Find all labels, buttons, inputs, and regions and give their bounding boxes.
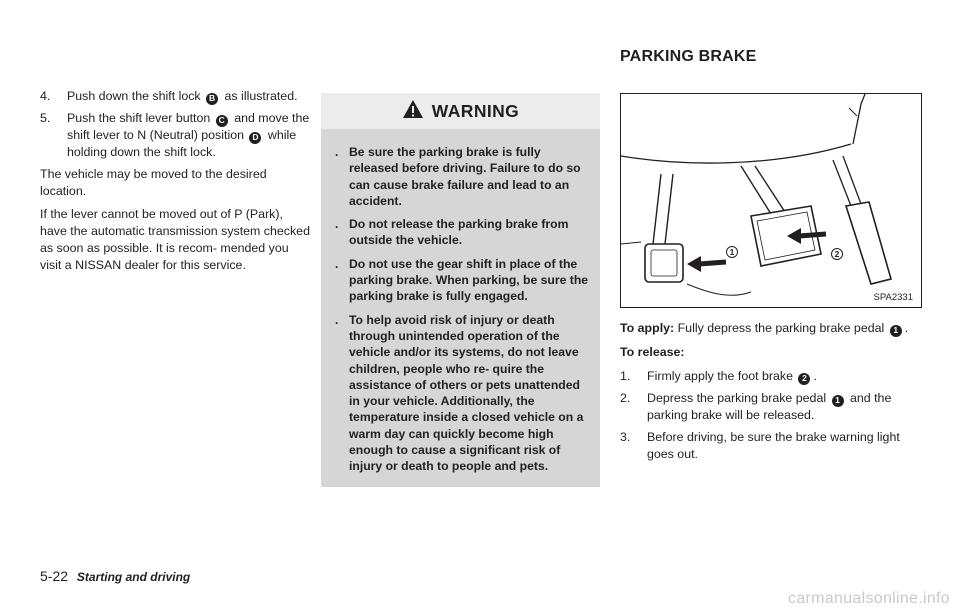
apply-text: Fully depress the parking brake pedal xyxy=(677,321,885,335)
warning-title: WARNING xyxy=(431,100,520,121)
callout-d-badge: D xyxy=(249,132,261,144)
step-text-post: as illustrated. xyxy=(224,89,298,103)
page-footer xyxy=(40,568,190,584)
warning-item-text: To help avoid risk of injury or death through unintended operation of the vehicle and/or its systems, do not leave children, people who re- quire the assistance of others or pets unattended in your vehicle. Additionally, the temperature inside a closed vehicle on a warm day can quickly become high enough to cause a significant risk of injury or death to people and pets. xyxy=(349,312,584,474)
paragraph: If the lever cannot be moved out of P (Park), have the automatic transmission system checked as soon as possible. It is recom- mended you visit a NISSAN dealer for this service. xyxy=(40,207,310,272)
step-number: 4. xyxy=(40,89,51,103)
step-text-pre: Push down the shift lock xyxy=(67,89,201,103)
left-column xyxy=(40,88,310,280)
step-number: 1. xyxy=(620,369,631,383)
release-step-1 xyxy=(620,368,925,385)
step-number: 2. xyxy=(620,391,631,405)
bullet: . xyxy=(335,312,339,327)
callout-b-badge: B xyxy=(206,93,218,105)
pedal-illustration xyxy=(620,93,922,308)
bullet: . xyxy=(335,145,339,159)
apply-label: To apply: xyxy=(620,321,675,335)
step-text xyxy=(67,110,310,161)
warning-item-text: Be sure the parking brake is fully released before driving. Failure to do so can cause brake failure and lead to an accident. xyxy=(349,145,581,208)
release-step-3 xyxy=(620,429,925,463)
bullet: . xyxy=(335,256,339,271)
step-text xyxy=(647,390,925,424)
step-text-post: . xyxy=(813,369,817,383)
step-text-post: while holding down the shift lock. xyxy=(67,128,297,159)
footer-section: Starting and driving xyxy=(76,570,191,584)
figure-label: SPA2331 xyxy=(873,292,913,303)
step-number: 5. xyxy=(40,111,51,125)
bullet: . xyxy=(335,217,339,232)
warning-item xyxy=(335,256,591,305)
callout-2-badge: 2 xyxy=(798,373,810,385)
watermark: carmanualsonline.info xyxy=(788,590,950,607)
warning-list xyxy=(335,144,591,482)
warning-item xyxy=(335,216,591,249)
step-5 xyxy=(40,110,310,161)
right-column xyxy=(620,320,925,468)
page-number: 5-22 xyxy=(40,568,69,584)
callout-2-badge: 2 xyxy=(831,248,843,260)
section-title: PARKING BRAKE xyxy=(620,48,757,65)
pedal-drawing xyxy=(621,94,921,307)
step-text-post: and the parking brake will be released. xyxy=(647,391,892,422)
step-text-pre: Firmly apply the foot brake xyxy=(647,369,793,383)
warning-item xyxy=(335,312,591,475)
warning-triangle-icon xyxy=(402,99,424,124)
step-number: 3. xyxy=(620,430,631,444)
callout-1-badge: 1 xyxy=(726,246,738,258)
step-text-mid: and move the shift lever to N (Neutral) position xyxy=(67,111,310,142)
callout-c-badge: C xyxy=(216,115,228,127)
warning-header xyxy=(321,93,600,129)
callout-1-badge: 1 xyxy=(890,325,902,337)
step-text-pre: Push the shift lever button xyxy=(67,111,211,125)
step-text: Before driving, be sure the brake warning light goes out. xyxy=(647,430,900,461)
warning-item xyxy=(335,144,591,209)
step-text-pre: Depress the parking brake pedal xyxy=(647,391,827,405)
step-text xyxy=(647,368,817,385)
apply-text-post: . xyxy=(904,321,909,335)
step-text xyxy=(67,88,298,105)
callout-1-badge: 1 xyxy=(832,395,844,407)
release-step-2 xyxy=(620,390,925,424)
warning-item-text: Do not release the parking brake from outside the vehicle. xyxy=(349,217,569,248)
apply-paragraph xyxy=(620,320,925,337)
warning-item-text: Do not use the gear shift in place of the parking brake. When parking, be sure the parking brake is fully engaged. xyxy=(349,256,589,304)
warning-box xyxy=(321,93,600,487)
paragraph: The vehicle may be moved to the desired location. xyxy=(40,167,267,198)
release-label: To release: xyxy=(620,345,685,359)
step-4 xyxy=(40,88,310,105)
